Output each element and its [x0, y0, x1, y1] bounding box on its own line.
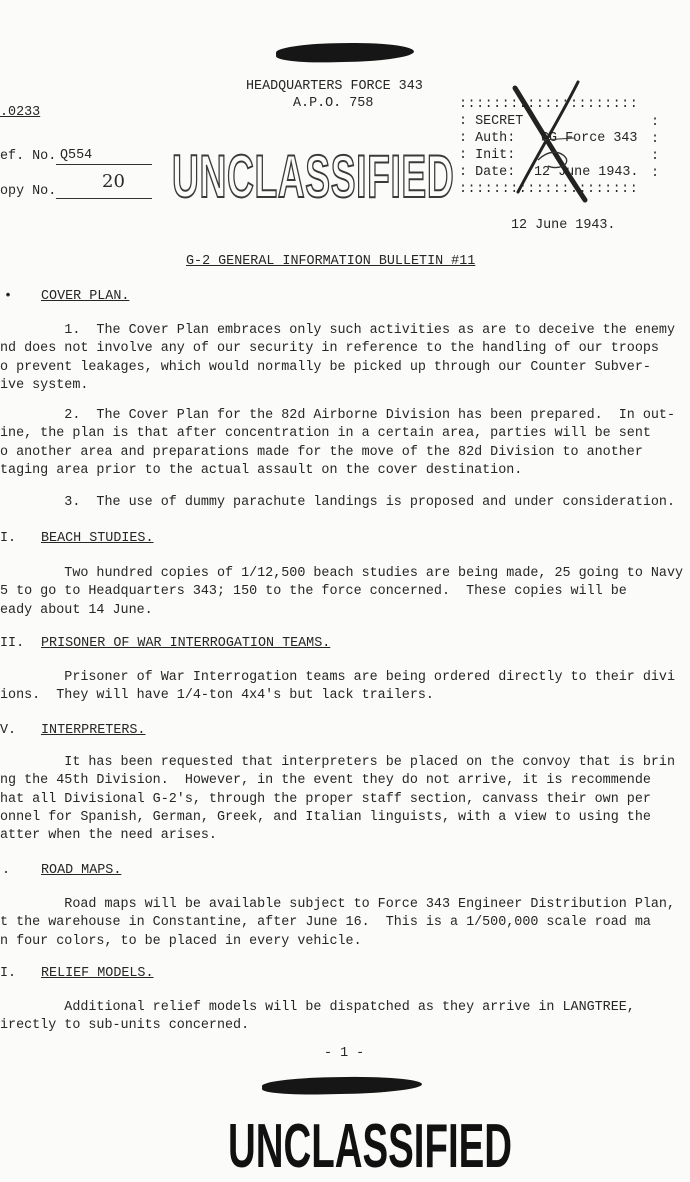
section-3-paragraph-1: Prisoner of War Interrogation teams are being ordered directly to their divi ions. They will have 1/4-ton 4x4's but lack trailers. — [0, 670, 675, 704]
reference-label: ef. No. — [0, 149, 57, 164]
security-box-bottom-border: ::::::::::::::::::::: — [459, 182, 639, 197]
section-5-numeral: . — [2, 863, 11, 878]
reference-underline — [56, 164, 152, 165]
section-5-paragraph-1: Road maps will be available subject to Force 343 Engineer Distribution Plan, t the warehouse in Constantine, after June 16. This is a 1/500,000 scale road ma n four colors, to be placed in every vehicle. — [0, 897, 675, 949]
security-auth-value: CG Force 343 — [541, 131, 638, 146]
redaction-bar-top — [276, 42, 414, 64]
security-box-top-border: ::::::::::::::::::::: — [459, 97, 639, 112]
copy-label: opy No. — [0, 184, 57, 199]
section-5-heading: ROAD MAPS. — [41, 863, 122, 878]
file-number: .0233 — [0, 105, 41, 120]
redaction-bar-bottom — [262, 1075, 422, 1095]
security-init-label: : Init: — [459, 148, 516, 163]
section-6-numeral: I. — [0, 966, 17, 981]
unclassified-stamp-bottom: UNCLASSIFIED — [228, 1112, 513, 1181]
copy-underline — [56, 198, 152, 199]
section-1-paragraph-3: 3. The use of dummy parachute landings is proposed and under consideration. — [0, 495, 675, 510]
security-secret-label: : SECRET — [459, 114, 524, 129]
bulletin-title: G-2 GENERAL INFORMATION BULLETIN #11 — [186, 254, 476, 269]
security-auth-label: : Auth: — [459, 131, 516, 146]
section-1-paragraph-1: 1. The Cover Plan embraces only such activities as are to deceive the enemy nd does not involve any of our security in reference to the handling of our troops o prevent leakages, which would normally be picked up through our Counter Subver- ive system. — [0, 323, 675, 393]
section-4-numeral: V. — [0, 723, 17, 738]
section-4-paragraph-1: It has been requested that interpreters be placed on the convoy that is brin ng the 45th Division. However, in the event they do not arrive, it is recommende hat all Divisional G-2's, through the proper staff section, canvass their own per onnel for Spanish, German, Greek, and Italian linguists, with a view to using the atter when the need arises. — [0, 755, 675, 844]
section-4-heading: INTERPRETERS. — [41, 723, 146, 738]
security-box-right-edge: : : : : — [651, 115, 660, 181]
copy-value: 20 — [102, 171, 125, 192]
security-date-label: : Date: — [459, 165, 516, 180]
section-2-numeral: I. — [0, 531, 17, 546]
section-1-heading: COVER PLAN. — [41, 289, 130, 304]
security-date-value: 12 June 1943. — [534, 165, 639, 180]
unclassified-stamp-top: UNCLASSIFIED — [172, 143, 455, 210]
section-1-numeral: • — [4, 289, 13, 304]
section-3-heading: PRISONER OF WAR INTERROGATION TEAMS. — [41, 636, 331, 651]
page-number: - 1 - — [324, 1046, 365, 1061]
section-2-heading: BEACH STUDIES. — [41, 531, 154, 546]
section-1-paragraph-2: 2. The Cover Plan for the 82d Airborne Division has been prepared. In out- ine, the plan is that after concentration in a certain area, parties will be sent o another area and preparations made for the move of the 82d Division to another taging area prior to the actual assault on the cover destination. — [0, 408, 675, 478]
reference-value: Q554 — [60, 148, 93, 163]
section-2-paragraph-1: Two hundred copies of 1/12,500 beach studies are being made, 25 going to Navy 5 to go to Headquarters 343; 150 to the force concerned. These copies will be eady about 14 June. — [0, 566, 684, 618]
section-6-heading: RELIEF MODELS. — [41, 966, 154, 981]
hq-heading: HEADQUARTERS FORCE 343 — [246, 79, 423, 94]
document-date: 12 June 1943. — [511, 218, 616, 233]
apo-line: A.P.O. 758 — [293, 96, 374, 111]
section-3-numeral: II. — [0, 636, 25, 651]
section-6-paragraph-1: Additional relief models will be dispatched as they arrive in LANGTREE, irectly to sub-units concerned. — [0, 1000, 635, 1034]
